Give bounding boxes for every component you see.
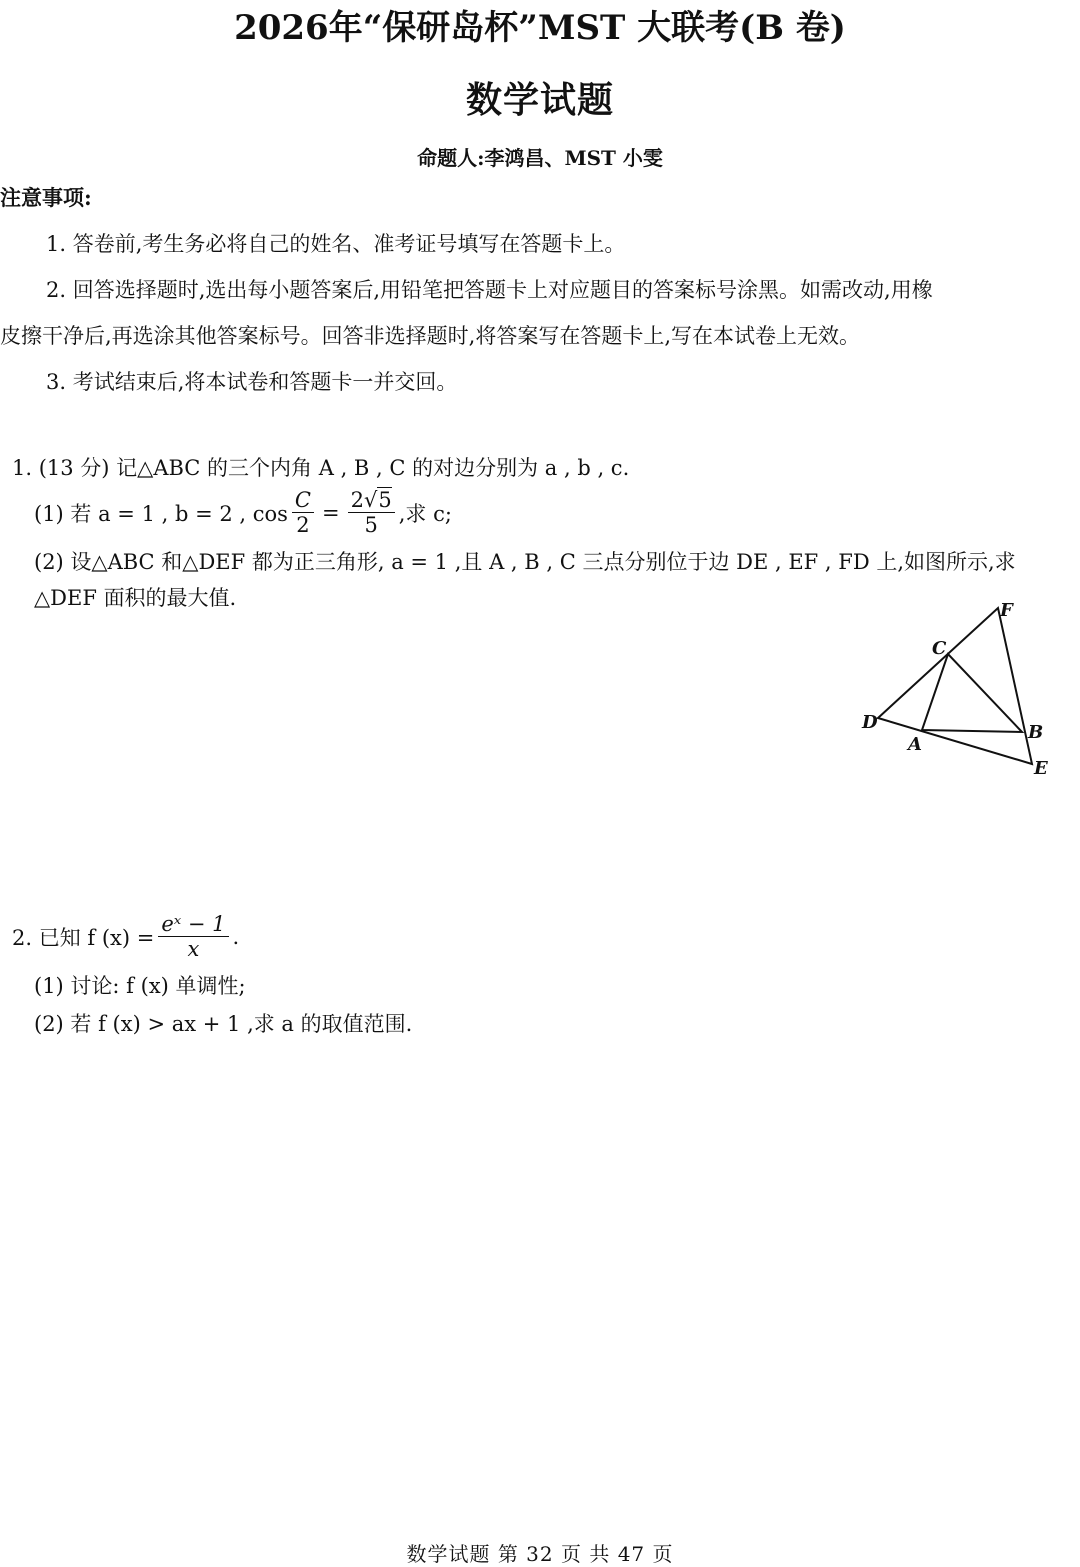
label-e: E (1034, 758, 1048, 779)
triangle-figure (850, 592, 1060, 792)
notice-heading: 注意事项: (0, 185, 92, 210)
notice-item-1: 1. 答卷前,考生务必将自己的姓名、准考证号填写在答题卡上。 (46, 232, 626, 256)
q1-p1-rhs-denominator: 5 (364, 513, 378, 537)
q1-p1-frac-denominator: 2 (296, 513, 310, 537)
q2-frac-numerator: eˣ − 1 (158, 912, 228, 937)
label-d: D (862, 712, 878, 733)
notice-item-2-line-2: 皮擦干净后,再选涂其他答案标号。回答非选择题时,将答案写在答题卡上,写在本试卷上无效。 (0, 324, 861, 348)
q1-p1-suffix: ,求 c; (398, 501, 452, 526)
question-2-part-1: (1) 讨论: f (x) 单调性; (34, 974, 246, 998)
question-2-part-2: (2) 若 f (x) > ax + 1 ,求 a 的取值范围. (34, 1012, 413, 1036)
q1-p1-fraction-c-over-2 (292, 488, 314, 537)
sqrt-icon: √ (363, 488, 378, 512)
notice-item-3: 3. 考试结束后,将本试卷和答题卡一并交回。 (46, 370, 458, 394)
q1-p1-rhs-radicand: 5 (378, 488, 392, 512)
authors-line: 命题人:李鸿昌、MST 小雯 (417, 146, 663, 170)
q2-suffix: . (232, 924, 240, 949)
question-2-stem (12, 912, 239, 961)
label-b: B (1028, 722, 1044, 743)
subject-title: 数学试题 (465, 79, 614, 121)
page-footer: 数学试题 第 32 页 共 47 页 (406, 1542, 674, 1566)
question-1-part-2-line-1: (2) 设△ABC 和△DEF 都为正三角形, a = 1 ,且 A , B , C 三点分别位于边 DE , EF , FD 上,如图所示,求 (34, 550, 1016, 574)
label-c: C (932, 638, 947, 659)
label-f: F (1000, 600, 1013, 621)
triangle-def (878, 608, 1032, 764)
q1-p1-prefix: (1) 若 a = 1 , b = 2 , cos (34, 501, 288, 526)
notice-item-2-line-1: 2. 回答选择题时,选出每小题答案后,用铅笔把答题卡上对应题目的答案标号涂黑。如需改动,用橡 (46, 278, 933, 302)
label-a: A (908, 734, 922, 755)
q1-p1-frac-numerator: C (292, 488, 314, 513)
q2-frac-denominator: x (187, 937, 200, 961)
question-1-part-1 (34, 488, 452, 537)
q1-p1-fraction-rhs (348, 488, 395, 537)
question-1-part-2-line-2: △DEF 面积的最大值. (34, 586, 237, 610)
q1-p1-rhs-coefficient: 2 (350, 488, 364, 512)
q1-p1-rhs-numerator (348, 488, 395, 513)
triangle-abc (922, 654, 1022, 732)
q2-prefix: 2. 已知 f (x) = (12, 925, 155, 950)
q2-fraction (158, 912, 228, 961)
exam-title: 2026年“保研岛杯”MST 大联考(B 卷) (234, 8, 846, 48)
q1-p1-equals: = (322, 500, 340, 525)
question-1-stem: 1. (13 分) 记△ABC 的三个内角 A , B , C 的对边分别为 a , b , c. (12, 456, 630, 480)
